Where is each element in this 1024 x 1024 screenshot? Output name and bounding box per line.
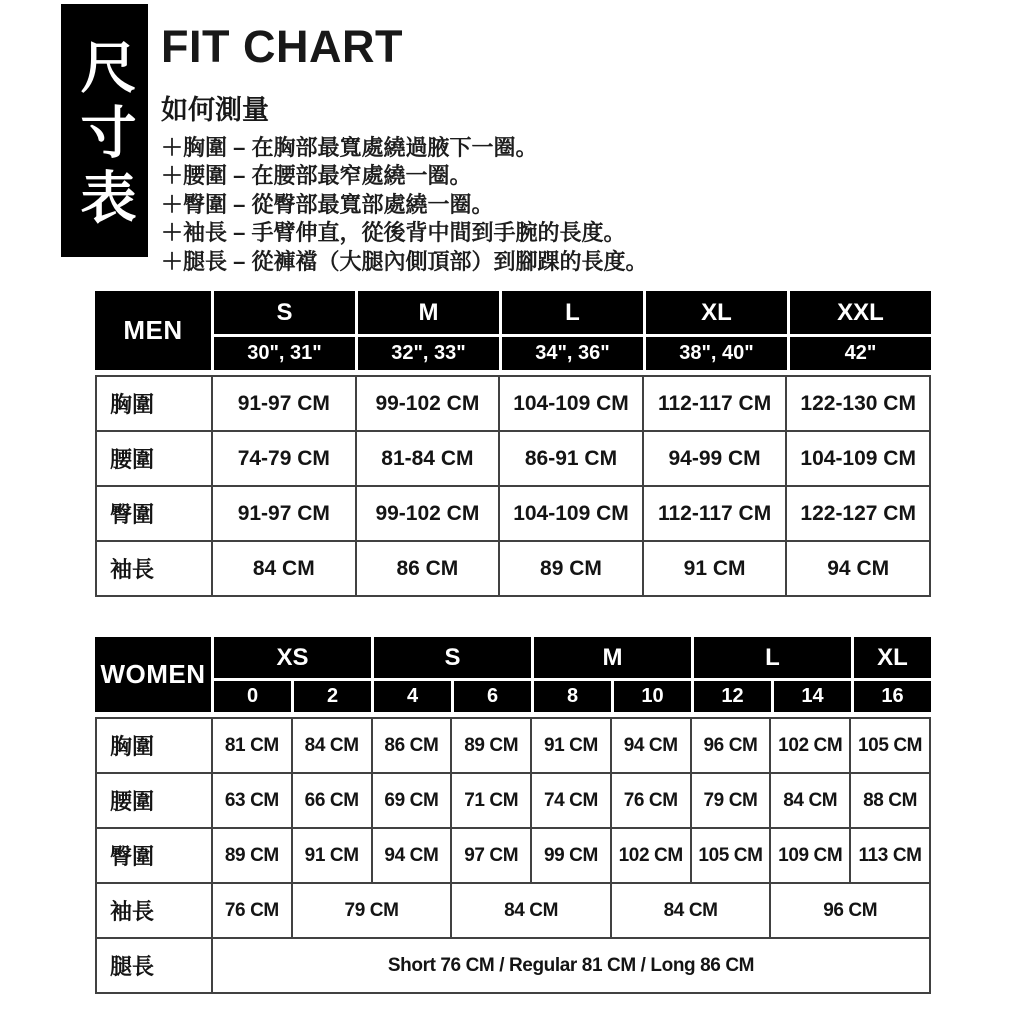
data-cell: 84 CM <box>451 883 611 938</box>
size-detail-cell: 32", 33" <box>358 337 499 370</box>
row-label: 袖長 <box>96 883 212 938</box>
size-detail-cell: 6 <box>454 681 531 712</box>
data-cell: 84 CM <box>770 773 850 828</box>
table-row <box>96 431 930 486</box>
data-cell: 74-79 CM <box>212 431 356 486</box>
page-title: FIT CHART <box>161 21 403 72</box>
data-cell: 102 CM <box>611 828 691 883</box>
data-cell: 76 CM <box>212 883 292 938</box>
data-cell: 66 CM <box>292 773 372 828</box>
heading-block <box>161 22 961 276</box>
vertical-banner <box>61 4 148 257</box>
data-cell: 63 CM <box>212 773 292 828</box>
row-label: 袖長 <box>96 541 212 596</box>
data-cell: 71 CM <box>451 773 531 828</box>
table-row <box>96 376 930 431</box>
size-header-cell: S <box>374 637 531 678</box>
data-cell: 94 CM <box>372 828 452 883</box>
data-cell: 86 CM <box>356 541 500 596</box>
data-cell: 79 CM <box>292 883 452 938</box>
data-cell: 96 CM <box>691 718 771 773</box>
data-cell: 88 CM <box>850 773 930 828</box>
size-header-cell: XL <box>646 291 787 334</box>
data-cell: 99-102 CM <box>356 376 500 431</box>
data-cell: 104-109 CM <box>499 486 643 541</box>
size-detail-cell: 8 <box>534 681 611 712</box>
data-cell: 94 CM <box>786 541 930 596</box>
row-label: 腰圍 <box>96 773 212 828</box>
row-label: 臀圍 <box>96 486 212 541</box>
data-cell: 91 CM <box>292 828 372 883</box>
table-row <box>96 486 930 541</box>
row-label: 腿長 <box>96 938 212 993</box>
table-row <box>96 541 930 596</box>
size-detail-cell: 0 <box>214 681 291 712</box>
table-row <box>96 773 930 828</box>
men-table-label: MEN <box>95 291 211 370</box>
data-cell: 102 CM <box>770 718 850 773</box>
men-table-header <box>95 291 931 370</box>
women-table-body <box>95 717 931 994</box>
size-detail-cell: 30", 31" <box>214 337 355 370</box>
size-header-cell: XXL <box>790 291 931 334</box>
data-cell: 122-127 CM <box>786 486 930 541</box>
data-cell: 94 CM <box>611 718 691 773</box>
measure-subtitle: 如何測量 <box>161 94 269 125</box>
data-cell: 104-109 CM <box>499 376 643 431</box>
men-table-body <box>95 375 931 597</box>
measure-instruction-item: ＋腰圍 – 在腰部最窄處繞一圈。 <box>161 163 472 189</box>
men-size-table <box>95 291 931 597</box>
data-cell: 69 CM <box>372 773 452 828</box>
measure-instruction-item: ＋胸圍 – 在胸部最寬處繞過腋下一圈。 <box>161 134 538 160</box>
data-cell: 79 CM <box>691 773 771 828</box>
size-detail-cell: 38", 40" <box>646 337 787 370</box>
row-label: 胸圍 <box>96 376 212 431</box>
data-cell: 76 CM <box>611 773 691 828</box>
data-cell: 74 CM <box>531 773 611 828</box>
data-cell: 112-117 CM <box>643 376 787 431</box>
data-cell: 109 CM <box>770 828 850 883</box>
data-cell: 86-91 CM <box>499 431 643 486</box>
data-cell: 91-97 CM <box>212 486 356 541</box>
measure-instruction-item: ＋袖長 – 手臂伸直，從後背中間到手腕的長度。 <box>161 220 626 246</box>
table-row <box>96 718 930 773</box>
women-table-label: WOMEN <box>95 637 211 712</box>
row-label: 臀圍 <box>96 828 212 883</box>
size-detail-cell: 2 <box>294 681 371 712</box>
size-header-cell: M <box>358 291 499 334</box>
size-detail-cell: 34", 36" <box>502 337 643 370</box>
data-cell: 89 CM <box>212 828 292 883</box>
data-cell: 86 CM <box>372 718 452 773</box>
data-cell: 81-84 CM <box>356 431 500 486</box>
measure-instruction-item: ＋臀圍 – 從臀部最寬部處繞一圈。 <box>161 191 494 217</box>
data-cell: 94-99 CM <box>643 431 787 486</box>
size-detail-cell: 10 <box>614 681 691 712</box>
data-cell: 105 CM <box>691 828 771 883</box>
data-cell: 81 CM <box>212 718 292 773</box>
data-cell: 99-102 CM <box>356 486 500 541</box>
size-detail-cell: 12 <box>694 681 771 712</box>
size-detail-cell: 14 <box>774 681 851 712</box>
data-cell: 105 CM <box>850 718 930 773</box>
data-cell: 89 CM <box>499 541 643 596</box>
data-cell: 122-130 CM <box>786 376 930 431</box>
data-cell: 113 CM <box>850 828 930 883</box>
banner-title: 尺寸表 <box>73 37 137 233</box>
size-header-cell: L <box>502 291 643 334</box>
data-cell: 91 CM <box>531 718 611 773</box>
data-cell: 84 CM <box>292 718 372 773</box>
data-cell: Short 76 CM / Regular 81 CM / Long 86 CM <box>212 938 930 993</box>
data-cell: 84 CM <box>611 883 771 938</box>
data-cell: 91-97 CM <box>212 376 356 431</box>
size-detail-cell: 4 <box>374 681 451 712</box>
table-row <box>96 828 930 883</box>
table-row <box>96 883 930 938</box>
row-label: 胸圍 <box>96 718 212 773</box>
data-cell: 96 CM <box>770 883 930 938</box>
data-cell: 112-117 CM <box>643 486 787 541</box>
size-header-cell: XS <box>214 637 371 678</box>
data-cell: 89 CM <box>451 718 531 773</box>
data-cell: 104-109 CM <box>786 431 930 486</box>
size-header-cell: M <box>534 637 691 678</box>
size-header-cell: S <box>214 291 355 334</box>
size-header-cell: L <box>694 637 851 678</box>
measure-instruction-item: ＋腿長 – 從褲襠（大腿內側頂部）到腳踝的長度。 <box>161 248 648 274</box>
women-table-header <box>95 637 931 712</box>
measure-instructions-list <box>161 134 961 277</box>
table-row <box>96 938 930 993</box>
row-label: 腰圍 <box>96 431 212 486</box>
data-cell: 99 CM <box>531 828 611 883</box>
data-cell: 84 CM <box>212 541 356 596</box>
women-size-table <box>95 637 931 994</box>
data-cell: 91 CM <box>643 541 787 596</box>
size-detail-cell: 42" <box>790 337 931 370</box>
data-cell: 97 CM <box>451 828 531 883</box>
size-detail-cell: 16 <box>854 681 931 712</box>
size-header-cell: XL <box>854 637 931 678</box>
